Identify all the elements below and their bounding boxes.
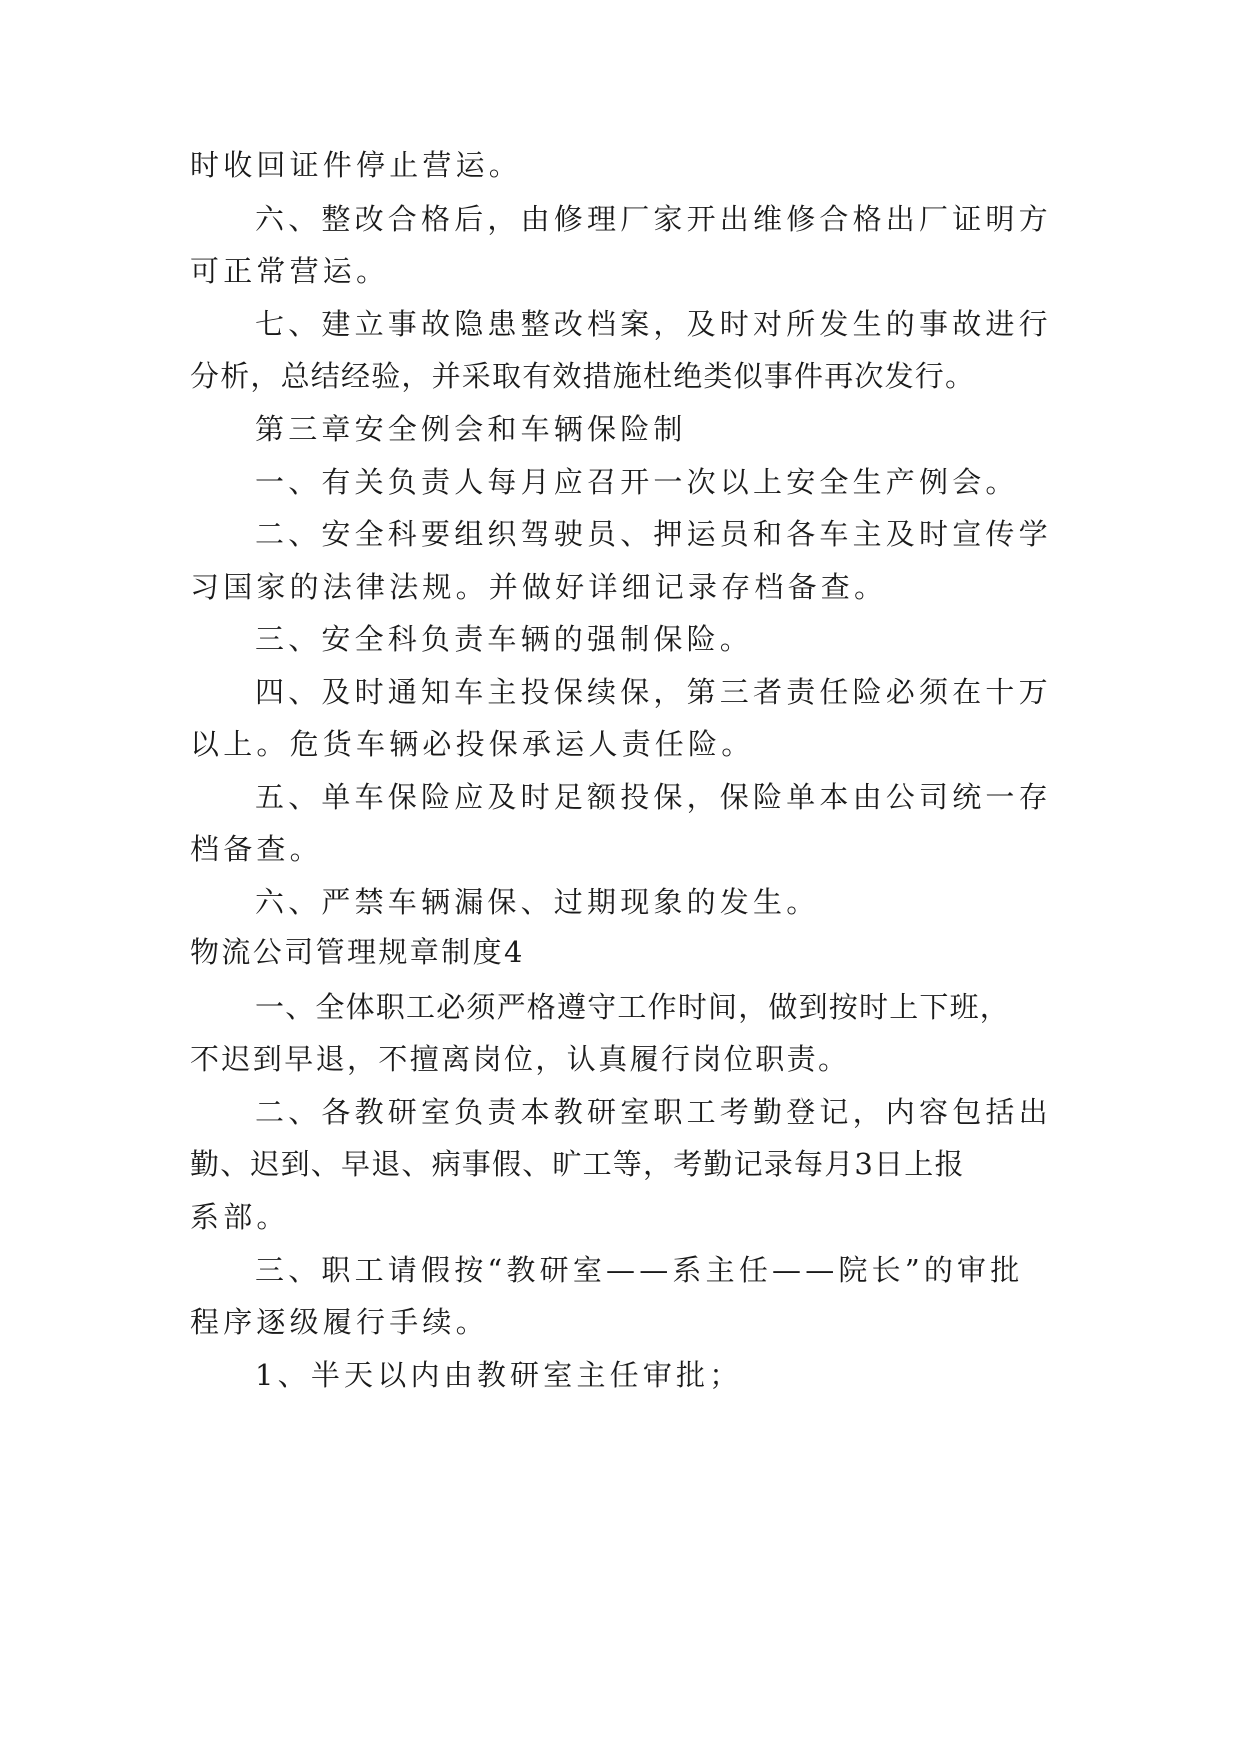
paragraph-line: 二、安全科要组织驾驶员、押运员和各车主及时宣传学 — [255, 517, 1052, 551]
paragraph-line: 三、安全科负责车辆的强制保险。 — [255, 622, 754, 656]
paragraph-line: 六、整改合格后，由修理厂家开出维修合格出厂证明方 — [255, 202, 1052, 236]
paragraph-line: 一、有关负责人每月应召开一次以上安全生产例会。 — [255, 465, 1019, 499]
paragraph-line: 不迟到早退，不擅离岗位，认真履行岗位职责。 — [190, 1042, 850, 1076]
paragraph-line: 习国家的法律法规。并做好详细记录存档备查。 — [190, 570, 888, 604]
paragraph-line: 以上。危货车辆必投保承运人责任险。 — [190, 727, 755, 761]
paragraph-line: 分析，总结经验，并采取有效措施杜绝类似事件再次发行。 — [190, 359, 976, 393]
paragraph-line: 五、单车保险应及时足额投保，保险单本由公司统一存 — [255, 780, 1052, 814]
paragraph-line: 四、及时通知车主投保续保，第三者责任险必须在十万 — [255, 675, 1052, 709]
paragraph-line: 一、全体职工必须严格遵守工作时间，做到按时上下班， — [255, 990, 1011, 1024]
section-heading: 第三章安全例会和车辆保险制 — [255, 412, 687, 446]
paragraph-line: 1、半天以内由教研室主任审批； — [255, 1358, 743, 1392]
paragraph-line: 勤、迟到、早退、病事假、旷工等，考勤记录每月3日上报 — [190, 1147, 965, 1181]
paragraph-line: 七、建立事故隐患整改档案，及时对所发生的事故进行 — [255, 307, 1052, 341]
paragraph-line: 可正常营运。 — [190, 254, 390, 288]
paragraph-line: 时收回证件停止营运。 — [190, 148, 523, 182]
paragraph-line: 系部。 — [190, 1200, 290, 1234]
document-title: 物流公司管理规章制度4 — [190, 935, 525, 969]
paragraph-line: 档备查。 — [190, 832, 323, 866]
paragraph-line: 六、严禁车辆漏保、过期现象的发生。 — [255, 885, 820, 919]
paragraph-line: 二、各教研室负责本教研室职工考勤登记，内容包括出 — [255, 1095, 1052, 1129]
paragraph-line: 三、职工请假按“教研室——系主任——院长”的审批 — [255, 1253, 1024, 1287]
paragraph-line: 程序逐级履行手续。 — [190, 1305, 489, 1339]
